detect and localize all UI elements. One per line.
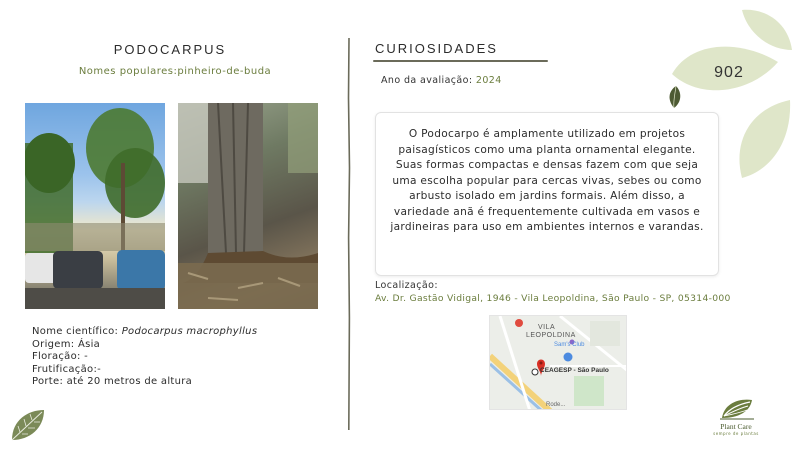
location-label: Localização: <box>375 280 438 291</box>
map-label-store: Sam's Club <box>554 342 585 348</box>
plant-number: 902 <box>714 64 744 81</box>
vertical-divider <box>347 38 351 430</box>
popular-names: Nomes populares:pinheiro-de-buda <box>78 66 272 77</box>
plant-care-logo <box>706 396 766 438</box>
curiosities-title: CURIOSIDADES <box>375 41 498 56</box>
fruiting-row: Frutificação:- <box>32 363 102 375</box>
decorative-leaves <box>660 0 800 190</box>
origin-row: Origem: Ásia <box>32 338 101 350</box>
location-address[interactable]: Av. Dr. Gastão Vidigal, 1946 - Vila Leopoldina, São Paulo - SP, 05314-000 <box>375 293 731 304</box>
map-label-leopoldina: LEOPOLDINA <box>526 332 576 339</box>
map-label-place: CEAGESP - São Paulo <box>540 367 609 374</box>
evaluation-year-value: 2024 <box>475 75 502 86</box>
plant-title: PODOCARPUS <box>113 42 227 57</box>
size-row: Porte: até 20 metros de altura <box>32 376 193 388</box>
logo-tagline: sempre de plantas <box>713 431 759 436</box>
plant-photo-trunk <box>178 103 318 309</box>
flowering-row: Floração: - <box>32 351 89 363</box>
plant-info <box>32 326 257 389</box>
map-label-vila: VILA <box>538 324 556 331</box>
plant-photo-tree <box>25 103 165 309</box>
scientific-name-row <box>32 326 257 339</box>
evaluation-year-label: Ano da avaliação: <box>381 75 476 86</box>
leaf-icon <box>8 406 48 444</box>
logo-name: Plant Care <box>720 422 752 431</box>
evaluation-year <box>381 75 502 86</box>
curiosities-underline <box>373 60 548 62</box>
map-label-road: Rode... <box>546 402 566 408</box>
location-map[interactable] <box>489 315 627 410</box>
logo-icon <box>720 396 754 420</box>
description-text: O Podocarpo é amplamente utilizado em projetos paisagísticos como uma planta ornamental elegante. Suas formas compactas e densas fazem com que seja uma escolha popular para cercas vivas, sebes ou como arbusto isolado em jardins formais. Além disso, a variedade anã é frequentemente cultivada em vasos e jardineiras para uso em ambientes internos e varandas. <box>390 128 704 233</box>
scientific-name-label: Nome científico: <box>32 326 122 337</box>
scientific-name-value: Podocarpus macrophyllus <box>121 326 258 337</box>
